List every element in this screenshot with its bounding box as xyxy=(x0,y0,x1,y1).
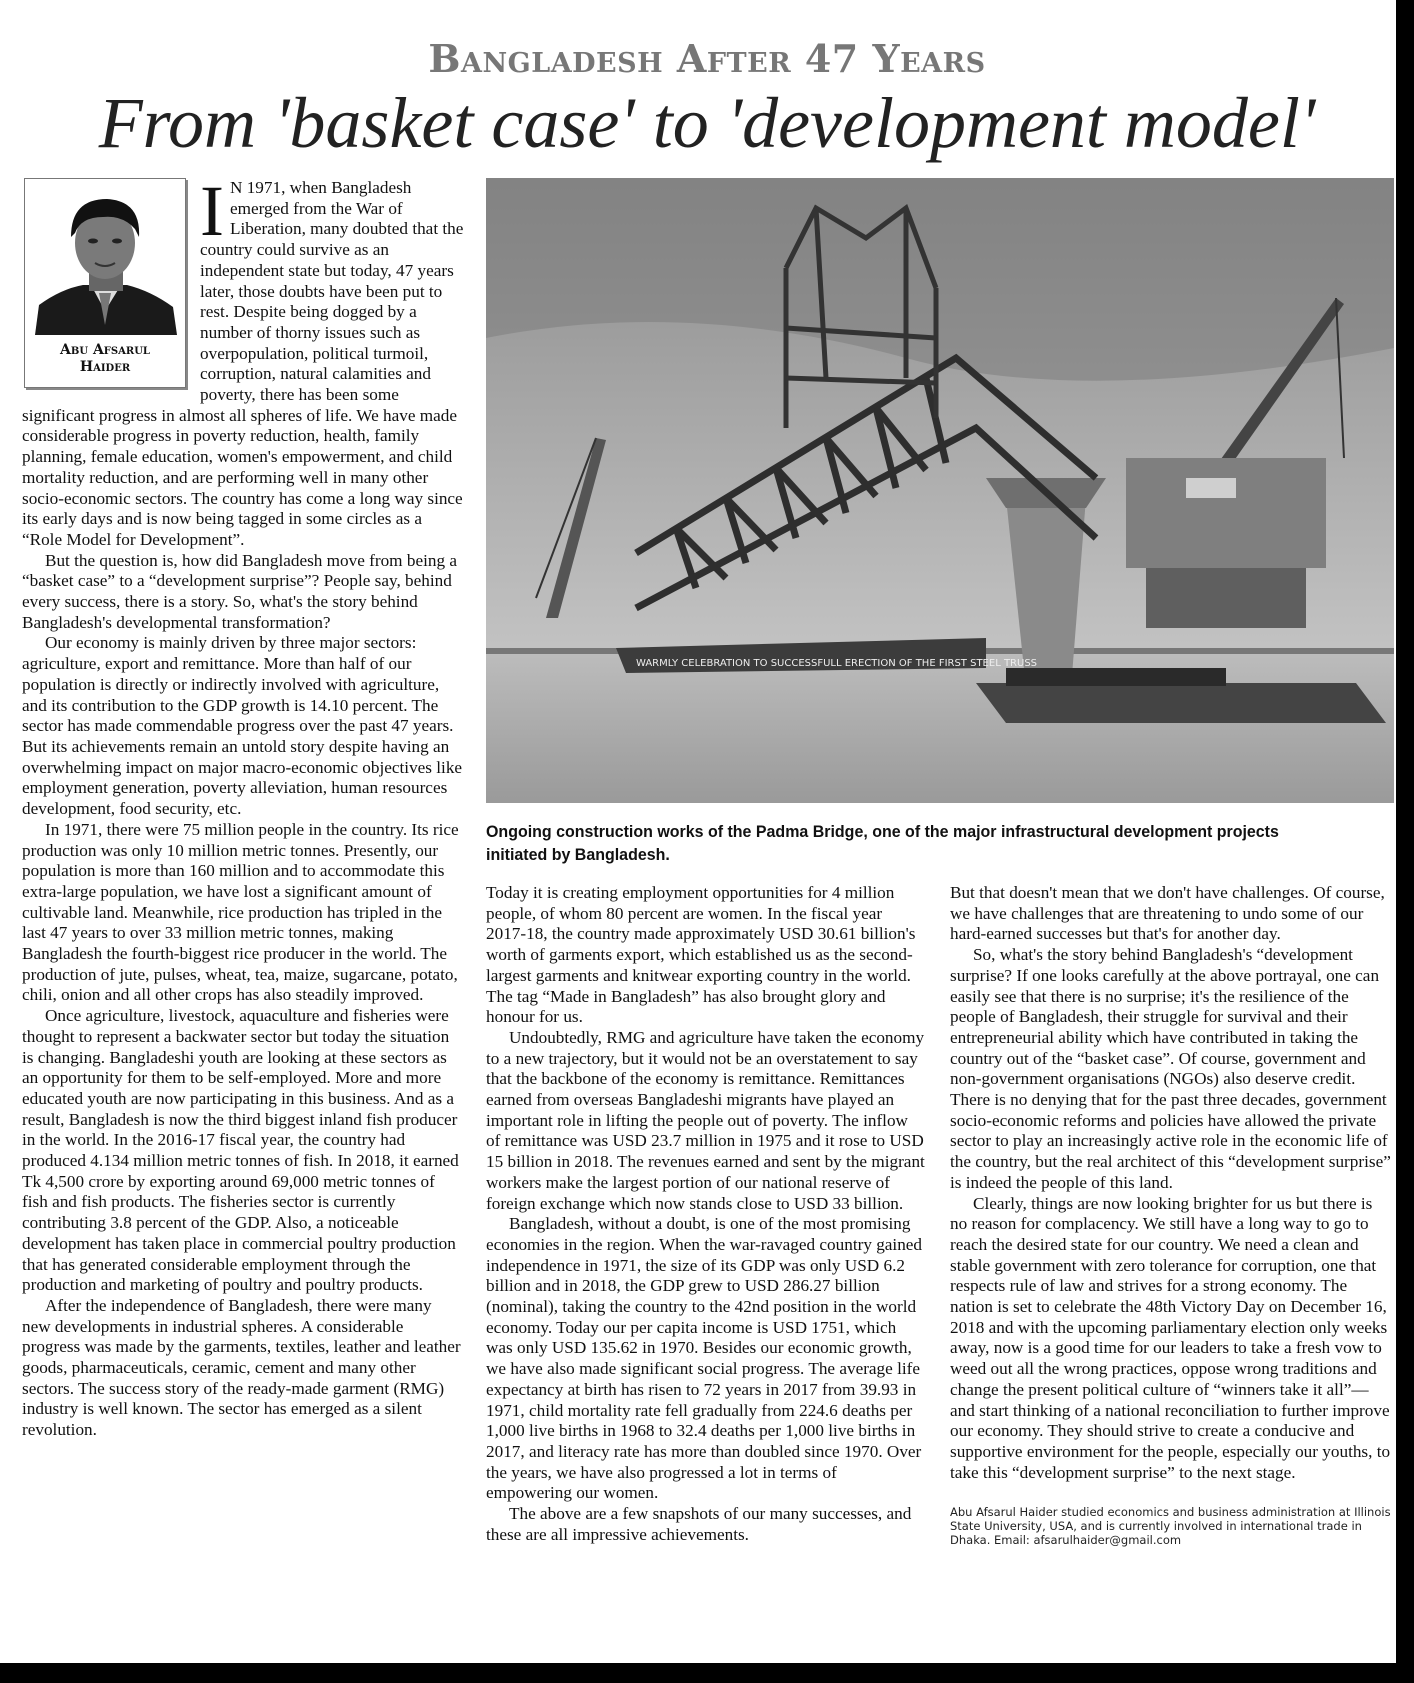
drop-cap: I xyxy=(200,171,224,251)
paragraph: But the question is, how did Bangladesh move from being a “basket case” to a “development surprise”? People say, behind every success, there is a story. So, what's the story behind Bangladesh's developmental transformation? xyxy=(22,550,457,632)
paragraph: Once agriculture, livestock, aquaculture and fisheries were thought to represent a backwater sector but today the situation is changing. Bangladeshi youth are looking at these sectors as an opportunity for them to be self-employed. More and more educated youth are now participating in this business. And as a result, Bangladesh is now the third biggest inland fish producer in the world. In the 2016-17 fiscal year, the country had produced 4.134 million metric tonnes of fish. In 2018, it earned Tk 4,500 crore by exporting around 69,000 metric tonnes of fish and fish products. The fisheries sector is currently contributing 3.8 percent of the GDP. Also, a noticeable development has taken place in commercial poultry production that has generated considerable employment through the production and marketing of poultry and poultry products. xyxy=(22,1006,459,1295)
author-name-line1: Abu Afsarul xyxy=(60,342,150,358)
kicker-title: Bangladesh After 47 Years xyxy=(428,36,986,81)
author-box xyxy=(24,178,186,388)
paragraph: Undoubtedly, RMG and agriculture have taken the economy to a new trajectory, but it would not be an overstatement to say that the backbone of the economy is remittance. Remittances earned from overseas Bangladeshi migrants have played an important role in lifting the people out of poverty. The inflow of remittance was USD 23.7 million in 1975 and it rose to USD 15 billion in 2018. The revenues earned and sent by the migrant workers make the largest portion of our national reserve of foreign exchange which now stands close to USD 33 billion. xyxy=(486,1027,925,1213)
author-photo xyxy=(31,185,179,335)
paragraph: After the independence of Bangladesh, there were many new developments in industrial spheres. A considerable progress was made by the garments, textiles, leather and leather goods, pharmaceuticals, ceramic, cement and many other sectors. The success story of the ready-made garment (RMG) industry is well known. The sector has emerged as a silent revolution. xyxy=(22,1295,461,1440)
photo-caption: Ongoing construction works of the Padma Bridge, one of the major infrastructural development projects initiated by Bangladesh. xyxy=(486,822,1279,864)
lead-paragraph: N 1971, when Bangladesh emerged from the War of Liberation, many doubted that the country could survive as an independent state but today, 47 years later, those doubts have been put to rest. Despite being dogged by a number of thorny issues such as overpopulation, political turmoil, corruption, natural calamities and poverty, there has been some significant progress in almost all spheres of life. We have made considerable progress in poverty reduction, health, family planning, female education, women's empowerment, and child mortality reduction, and are performing well in many other socio-economic sectors. The country has come a long way since its early days and is now being tagged in some circles as a “Role Model for Development”. xyxy=(22,178,464,549)
paragraph: In 1971, there were 75 million people in the country. Its rice production was only 10 million metric tonnes. Presently, our population is more than 160 million and to accommodate this extra-large population, we have lost a significant amount of cultivable land. Meanwhile, rice production has tripled in the last 47 years to over 33 million metric tonnes, making Bangladesh the fourth-biggest rice producer in the world. The production of jute, pulses, wheat, tea, maize, sugarcane, potato, chili, onion and all other crops has also steadily improved. xyxy=(22,819,459,1005)
paragraph: So, what's the story behind Bangladesh's “development surprise? If one looks carefully at the above portrayal, one can easily see that there is no surprise; it's the resilience of the people of Bangladesh, their struggle for survival and their entrepreneurial ability which have contributed in taking the country out of the “basket case”. Of course, government and non-government organisations (NGOs) also deserve credit. There is no denying that for the past three decades, government socio-economic reforms and policies have allowed the private sector to play an increasingly active role in the economic life of the country, but the real architect of this “development surprise” is indeed the people of this land. xyxy=(950,945,1391,1192)
paragraph: But that doesn't mean that we don't have challenges. Of course, we have challenges that are threatening to undo some of our hard-earned successes but that's for another day. xyxy=(950,883,1385,944)
article-column-2 xyxy=(486,883,926,1546)
paragraph: Our economy is mainly driven by three major sectors: agriculture, export and remittance. More than half of our population is directly or indirectly involved with agriculture, and its contribution to the GDP growth is 14.10 percent. The sector has made commendable progress over the past 47 years. But its achievements remain an untold story despite having an overwhelming impact on major macro-economic objectives like employment generation, poverty alleviation, human resources development, food security, etc. xyxy=(22,633,463,819)
paragraph: Clearly, things are now looking brighter for us but there is no reason for complacency. We still have a long way to go to reach the desired state for our country. We need a clean and stable government with zero tolerance for corruption, one that respects rule of law and strives for a strong economy. The nation is set to celebrate the 48th Victory Day on December 16, 2018 and with the upcoming parliamentary election only weeks away, now is a good time for our leaders to take a fresh vow to weed out all the wrong practices, oppose wrong traditions and change the present political culture of “winners take it all”—and start thinking of a national reconciliation to further improve our economy. They should strive to create a conducive and supportive environment for the people, especially our youths, to take this “development surprise” to the next stage. xyxy=(950,1193,1391,1482)
author-bio: Abu Afsarul Haider studied economics and business administration at Illinois State University, USA, and is currently involved in international trade in Dhaka. Email: afsarulhaider@gmail.com xyxy=(950,1505,1391,1548)
headline: From 'basket case' to 'development model' xyxy=(98,83,1316,163)
photo-banner-text: WARMLY CELEBRATION TO SUCCESSFULL ERECTION OF THE FIRST STEEL TRUSS xyxy=(636,658,1038,669)
bridge-construction-photo xyxy=(486,178,1394,803)
article-column-3 xyxy=(950,883,1393,1547)
paragraph: Today it is creating employment opportunities for 4 million people, of whom 80 percent are women. In the fiscal year 2017-18, the country made approximately USD 30.61 billion's worth of garments export, which established us as the second-largest garments and knitwear exporting country in the world. The tag “Made in Bangladesh” has also brought glory and honour for us. xyxy=(486,883,916,1027)
paragraph: Bangladesh, without a doubt, is one of the most promising economies in the region. When the war-ravaged country gained independence in 1971, the size of its GDP was only USD 6.2 billion and in 2018, the GDP grew to USD 286.27 billion (nominal), taking the country to the 42nd position in the world economy. Today our per capita income is USD 1751, which was only USD 135.62 in 1970. Besides our economic growth, we have also made significant social progress. The average life expectancy at birth has risen to 72 years in 2017 from 39.93 in 1971, child mortality rate fell gradually from 224.6 deaths per 1,000 live births in 1968 to 32.4 deaths per 1,000 live births in 2017, and literacy rate has more than doubled since 1970. Over the years, we have also progressed a lot in terms of empowering our women. xyxy=(486,1214,923,1503)
author-name xyxy=(25,342,185,376)
paragraph: The above are a few snapshots of our many successes, and these are all impressive achievements. xyxy=(486,1504,912,1544)
author-name-line2: Haider xyxy=(79,359,131,375)
article-column-1 xyxy=(22,171,464,1441)
